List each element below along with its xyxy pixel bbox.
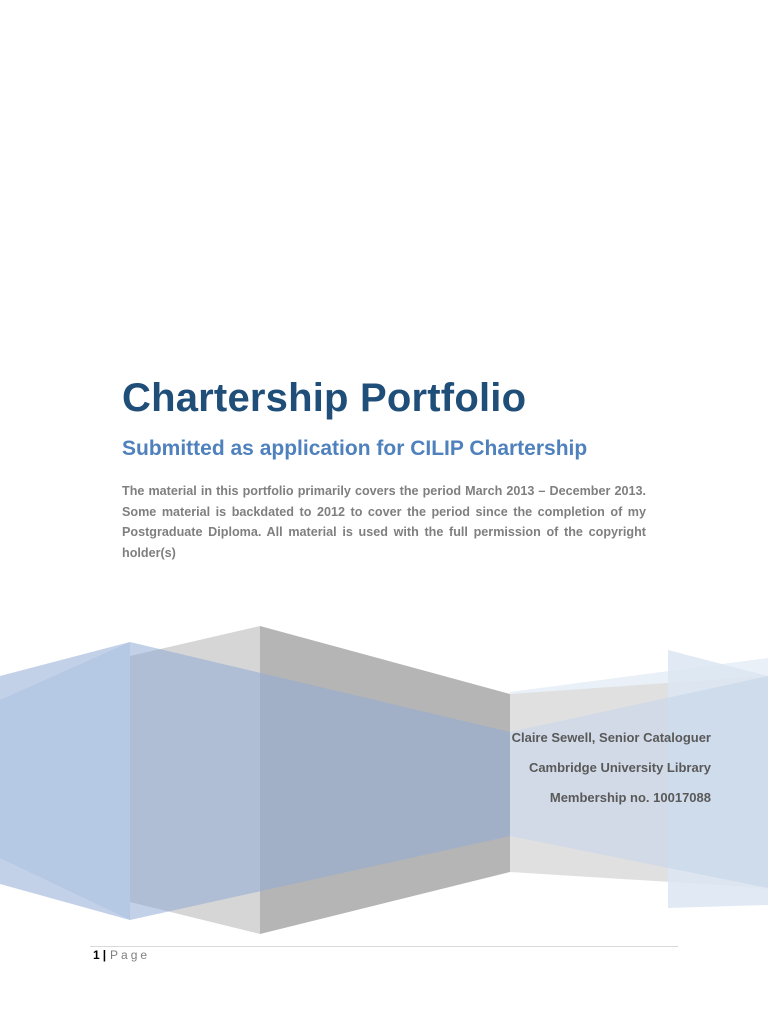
footer-separator: | [102,948,107,962]
document-subtitle: Submitted as application for CILIP Chartership [122,437,588,460]
document-abstract: The material in this portfolio primarily covers the period March 2013 – December 2013. Some material is backdated to 2012 to cover the period since the completion of my Postgraduate Diploma. All material is used with the full permission of the copyright holder(s) [122,484,646,560]
author-institution: Cambridge University Library [528,760,711,775]
author-name-role: Claire Sewell, Senior Cataloguer [511,730,711,745]
page-footer [93,948,150,962]
author-block [512,728,711,818]
footer-rule [90,946,678,947]
page-word: Page [110,948,151,962]
page-number: 1 [93,948,100,962]
document-title: Chartership Portfolio [122,376,527,420]
author-membership: Membership no. 10017088 [549,790,711,805]
